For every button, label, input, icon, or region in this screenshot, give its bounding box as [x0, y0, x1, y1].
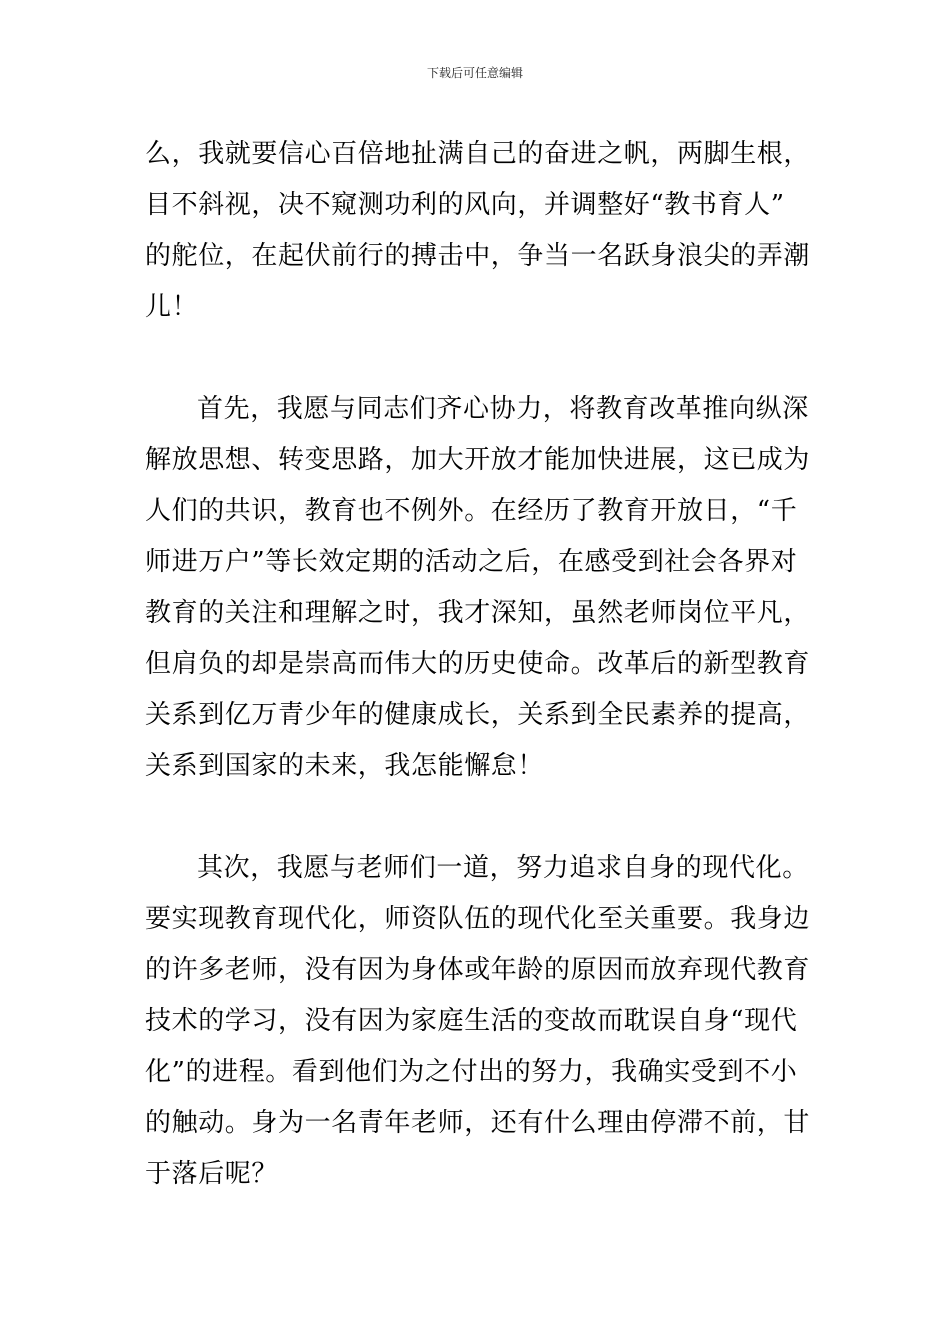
text-line: 化”的进程。看到他们为之付出的努力，我确实受到不小 — [145, 1057, 798, 1087]
text-line: 但肩负的却是崇高而伟大的历史使命。改革后的新型教育 — [145, 649, 811, 679]
paragraph-spacer — [145, 333, 807, 384]
text-line: 的触动。身为一名青年老师，还有什么理由停滞不前，甘 — [145, 1108, 811, 1138]
page-header: 下载后可任意编辑 — [426, 66, 523, 80]
text-line: 的许多老师，没有因为身体或年龄的原因而放弃现代教育 — [145, 955, 811, 985]
text-line: 教育的关注和理解之时，我才深知，虽然老师岗位平凡， — [145, 598, 811, 628]
paragraph-1 — [145, 129, 811, 333]
text-line: 儿！ — [145, 292, 199, 322]
paragraph-spacer — [145, 792, 807, 843]
paragraph-2 — [145, 384, 811, 792]
document-body — [145, 129, 811, 1200]
text-line: 人们的共识，教育也不例外。在经历了教育开放日，“千 — [145, 496, 798, 526]
text-line: 其次，我愿与老师们一道，努力追求自身的现代化。 — [197, 853, 809, 883]
text-line: 首先，我愿与同志们齐心协力，将教育改革推向纵深 — [197, 394, 809, 424]
text-line: 么，我就要信心百倍地扯满自己的奋进之帆，两脚生根， — [145, 139, 811, 169]
paragraph-3 — [145, 843, 811, 1200]
text-line: 师进万户”等长效定期的活动之后，在感受到社会各界对 — [145, 547, 798, 577]
text-line: 解放思想、转变思路，加大开放才能加快进展，这已成为 — [145, 445, 811, 475]
text-line: 目不斜视，决不窥测功利的风向，并调整好“教书育人” — [145, 190, 785, 220]
text-line: 于落后呢？ — [145, 1159, 279, 1189]
text-line: 关系到国家的未来，我怎能懈怠！ — [145, 751, 545, 781]
text-line: 要实现教育现代化，师资队伍的现代化至关重要。我身边 — [145, 904, 811, 934]
text-line: 关系到亿万青少年的健康成长，关系到全民素养的提高， — [145, 700, 811, 730]
text-line: 技术的学习，没有因为家庭生活的变故而耽误自身“现代 — [145, 1006, 798, 1036]
text-line: 的舵位，在起伏前行的搏击中，争当一名跃身浪尖的弄潮 — [145, 241, 811, 271]
